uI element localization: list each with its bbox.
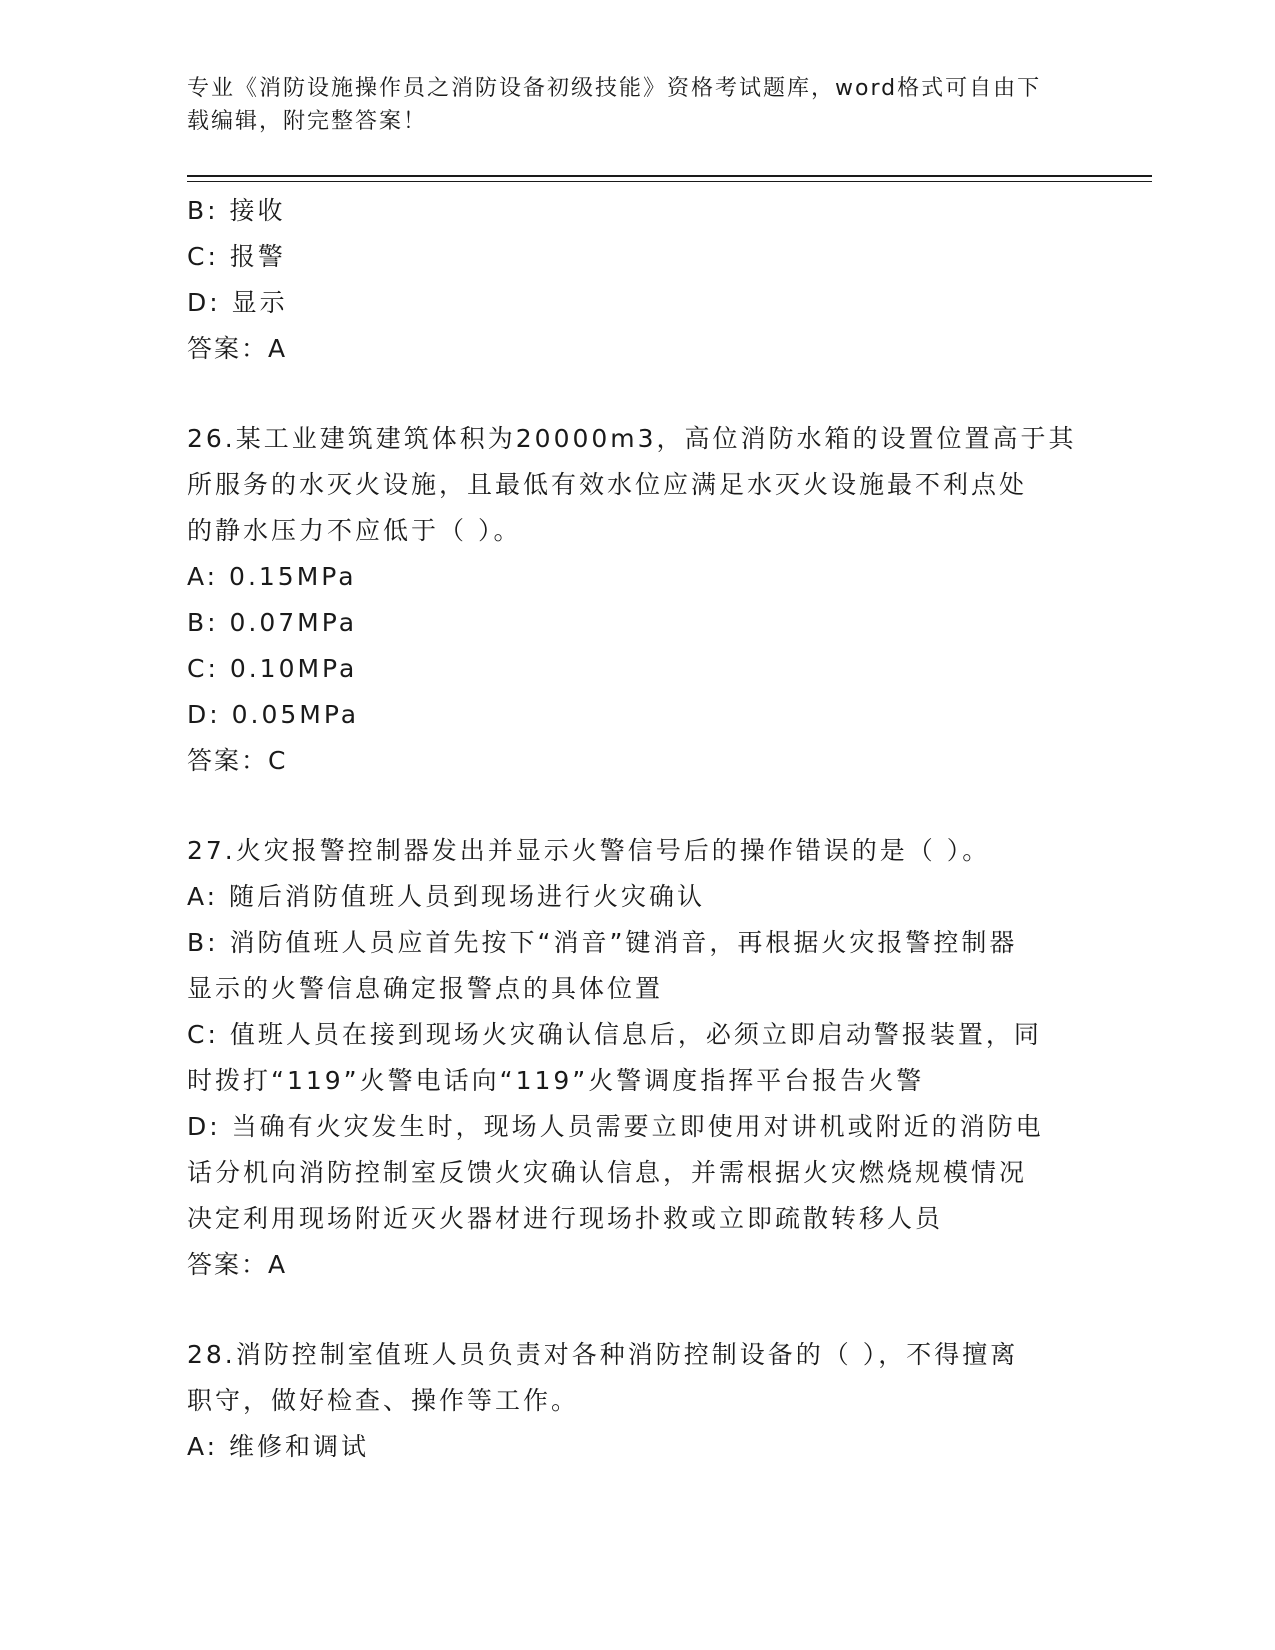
question-stem: 28.消防控制室值班人员负责对各种消防控制设备的（ ），不得擅离: [187, 1340, 1019, 1369]
question-stem: 的静水压力不应低于（ ）。: [187, 516, 522, 545]
question-stem: 26.某工业建筑建筑体积为20000m3，高位消防水箱的设置位置高于其: [187, 424, 1077, 453]
answer: 答案：C: [187, 746, 288, 775]
option-b-continued: 显示的火警信息确定报警点的具体位置: [187, 974, 664, 1003]
option-d: D: 显示: [187, 288, 288, 317]
option-b: B: 消防值班人员应首先按下“消音”键消音，再根据火灾报警控制器: [187, 928, 1018, 957]
option-b: B: 接收: [187, 196, 286, 225]
option-c-continued: 时拨打“119”火警电话向“119”火警调度指挥平台报告火警: [187, 1066, 925, 1095]
question-25: [187, 188, 1087, 372]
option-a: A: 0.15MPa: [187, 562, 357, 591]
option-d: D: 当确有火灾发生时，现场人员需要立即使用对讲机或附近的消防电: [187, 1112, 1044, 1141]
question-stem: 27.火灾报警控制器发出并显示火警信号后的操作错误的是（ ）。: [187, 836, 991, 865]
answer: 答案：A: [187, 334, 288, 363]
question-28: [187, 1332, 1087, 1470]
question-27: [187, 828, 1087, 1288]
header-line-1: 专业《消防设施操作员之消防设备初级技能》资格考试题库，word格式可自由下: [187, 76, 1042, 101]
header-divider-thin: [187, 181, 1152, 182]
question-26: [187, 416, 1087, 784]
option-c: C: 值班人员在接到现场火灾确认信息后，必须立即启动警报装置，同: [187, 1020, 1042, 1049]
question-stem: 所服务的水灭火设施，且最低有效水位应满足水灭火设施最不利点处: [187, 470, 1028, 499]
spacer: [187, 784, 1087, 828]
option-b: B: 0.07MPa: [187, 608, 358, 637]
option-d-continued: 决定利用现场附近灭火器材进行现场扑救或立即疏散转移人员: [187, 1204, 944, 1233]
question-stem: 职守，做好检查、操作等工作。: [187, 1386, 580, 1415]
page-header: [187, 72, 1082, 138]
header-divider-thick: [187, 175, 1152, 177]
option-a: A: 维修和调试: [187, 1432, 370, 1461]
option-d: D: 0.05MPa: [187, 700, 360, 729]
question-list: [187, 188, 1087, 1470]
option-c: C: 报警: [187, 242, 286, 271]
option-d-continued: 话分机向消防控制室反馈火灾确认信息，并需根据火灾燃烧规模情况: [187, 1158, 1028, 1187]
option-c: C: 0.10MPa: [187, 654, 358, 683]
spacer: [187, 372, 1087, 416]
spacer: [187, 1288, 1087, 1332]
header-line-2: 载编辑，附完整答案！: [187, 109, 428, 134]
answer: 答案：A: [187, 1250, 288, 1279]
option-a: A: 随后消防值班人员到现场进行火灾确认: [187, 882, 706, 911]
